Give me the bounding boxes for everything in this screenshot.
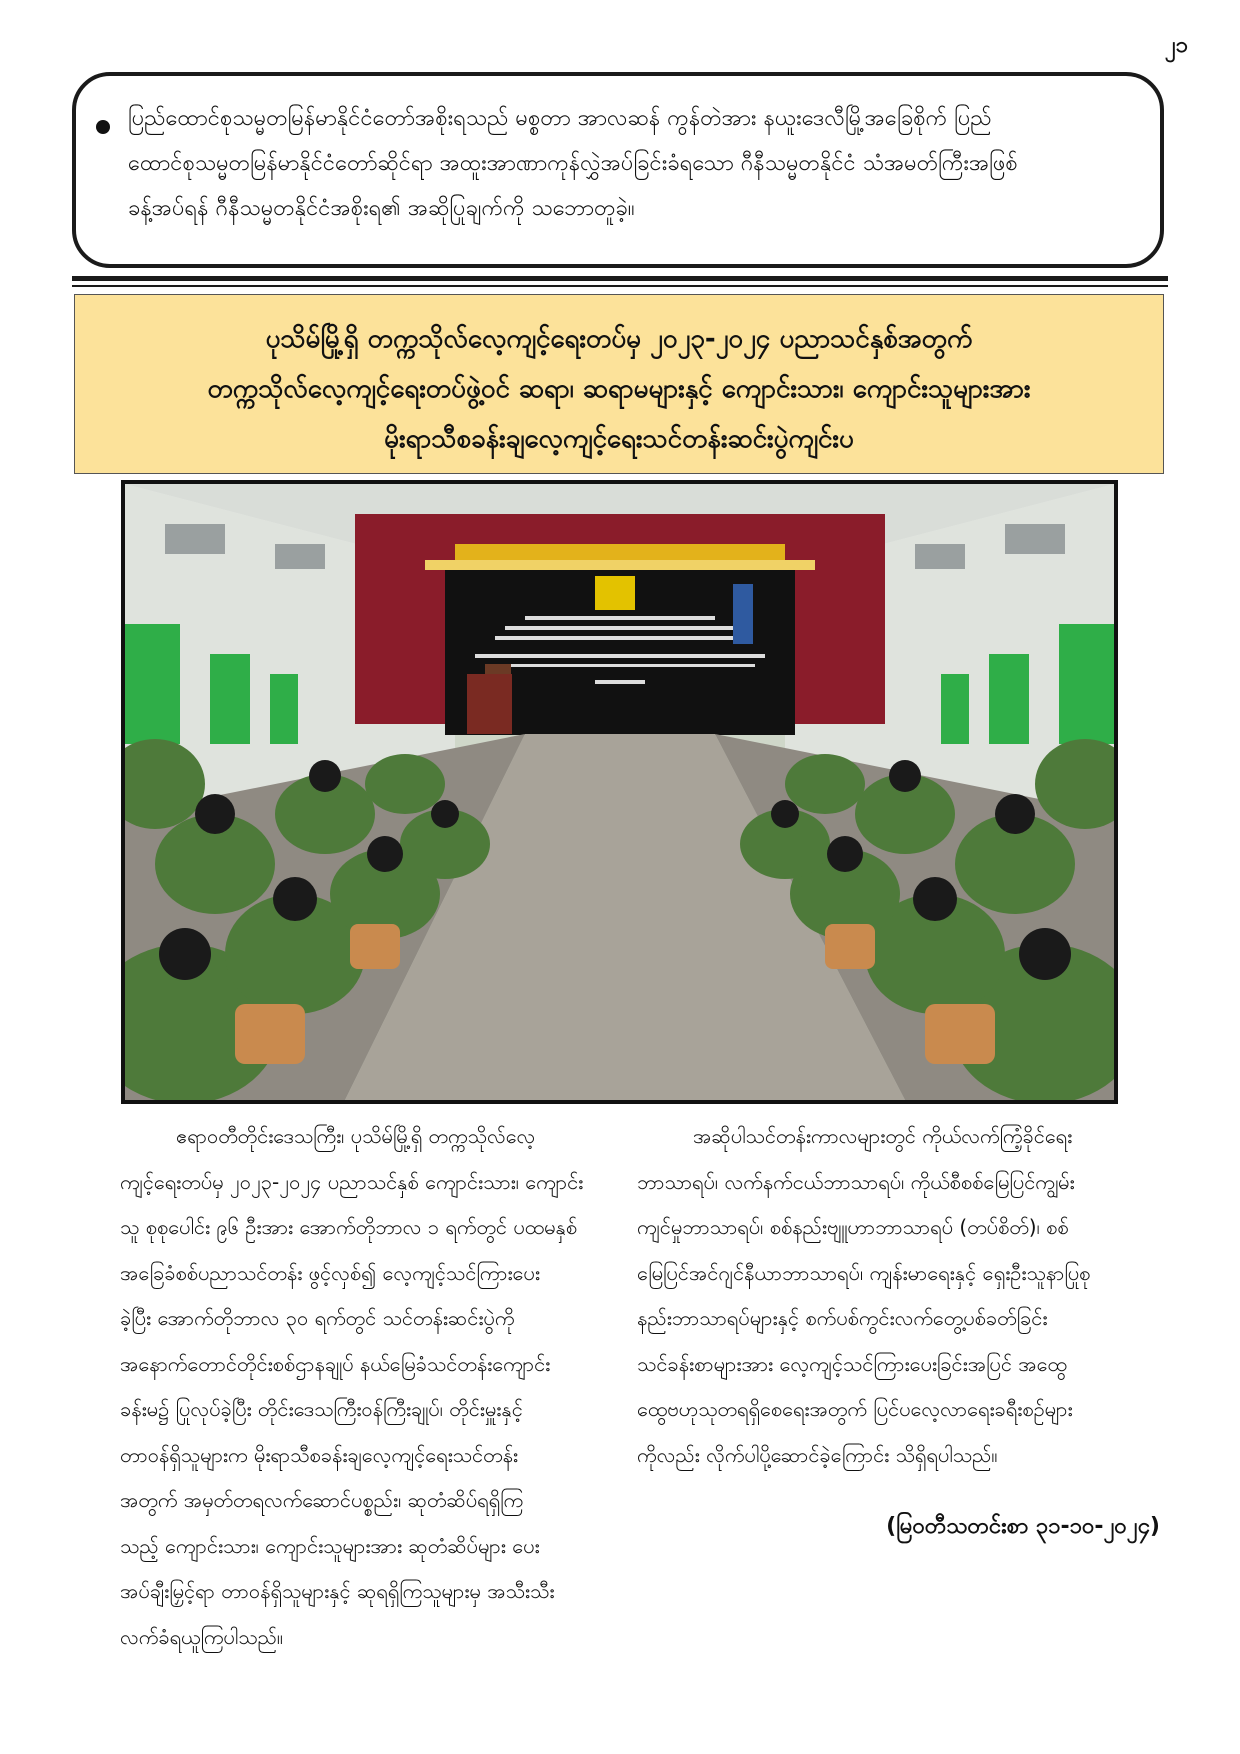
- announcement-text: [128, 96, 1134, 231]
- paragraph-line: တာဝန်ရှိသူများက မိုးရာသီစခန်းချလေ့ကျင့်ရေးသင်တန်း: [120, 1442, 518, 1467]
- headline-line: တက္ကသိုလ်လေ့ကျင့်ရေးတပ်ဖွဲ့ဝင် ဆရာ၊ ဆရာမများနှင့် ကျောင်းသား၊ ကျောင်းသူများအား: [207, 374, 1031, 404]
- section-divider-thin: [72, 285, 1168, 287]
- paragraph-line: ဧရာဝတီတိုင်းဒေသကြီး၊ ပုသိမ်မြို့ရှိ တက္ကသိုလ်လေ့: [176, 1124, 536, 1148]
- source-citation: (မြဝတီသတင်းစာ ၃၁-၁၀-၂၀၂၄): [886, 1514, 1160, 1539]
- paragraph-line: သူ စုစုပေါင်း ၉၆ ဦးအား အောက်တိုဘာလ ၁ ရက်တွင် ပထမနှစ်: [120, 1215, 578, 1239]
- paragraph-line: ဘာသာရပ်၊ လက်နက်ငယ်ဘာသာရပ်၊ ကိုယ်စီစစ်မြေပြင်ကျွမ်း: [637, 1169, 1075, 1194]
- announcement-line: ခန့်အပ်ရန် ဂီနီသမ္မတနိုင်ငံအစိုးရ၏ အဆိုပြုချက်ကို သဘောတူခဲ့။: [128, 196, 635, 221]
- paragraph-line: သင်ခန်းစာများအား လေ့ကျင့်သင်ကြားပေးခြင်းအပြင် အထွေ: [637, 1351, 1067, 1376]
- event-photo: [121, 480, 1118, 1104]
- paragraph-line: ထွေဗဟုသုတရရှိစေရေးအတွက် ပြင်ပလေ့လာရေးခရီးစဉ်များ: [637, 1397, 1073, 1421]
- headline-line: ပုသိမ်မြို့ရှိ တက္ကသိုလ်လေ့ကျင့်ရေးတပ်မှ ၂၀၂၃-၂၀၂၄ ပညာသင်နှစ်အတွက်: [265, 324, 973, 354]
- paragraph-line: အခြေခံစစ်ပညာသင်တန်း ဖွင့်လှစ်၍ လေ့ကျင့်သင်ကြားပေး: [120, 1260, 540, 1285]
- paragraph-line: ကျင်မှုဘာသာရပ်၊ စစ်နည်းဗျူဟာဘာသာရပ် (တပ်စိတ်)၊ စစ်: [637, 1215, 1069, 1239]
- paragraph-line: အပ်ချီးမြှင့်ရာ တာဝန်ရှိသူများနှင့် ဆုရရှိကြသူများမှ အသီးသီး: [120, 1579, 555, 1603]
- paragraph-line: ကိုလည်း လိုက်ပါပို့ဆောင်ခဲ့ကြောင်း သိရှိရပါသည်။: [637, 1442, 998, 1467]
- section-divider-thick: [72, 276, 1168, 281]
- article-column-right: [637, 1114, 1147, 1478]
- page-number: ၂၁: [1164, 33, 1188, 58]
- headline-line: မိုးရာသီစခန်းချလေ့ကျင့်ရေးသင်တန်းဆင်းပွဲကျင်းပ: [384, 424, 854, 454]
- announcement-line: ထောင်စုသမ္မတမြန်မာနိုင်ငံတော်ဆိုင်ရာ အထူးအာဏာကုန်လွှဲအပ်ခြင်းခံရသော ဂီနီသမ္မတနိုင်ငံ သံအမတ်ကြီးအဖြစ်: [128, 151, 1018, 176]
- paragraph-line: ခန်းမ၌ ပြုလုပ်ခဲ့ပြီး တိုင်းဒေသကြီးဝန်ကြီးချုပ်၊ တိုင်းမှူးနှင့်: [120, 1397, 523, 1421]
- paragraph-line: ကျင့်ရေးတပ်မှ ၂၀၂၃-၂၀၂၄ ပညာသင်နှစ် ကျောင်းသား၊ ကျောင်း: [120, 1169, 584, 1194]
- hall-scene-illustration: [125, 484, 1114, 1100]
- article-headline-box: [74, 294, 1164, 474]
- paragraph-line: အတွက် အမှတ်တရလက်ဆောင်ပစ္စည်း၊ ဆုတံဆိပ်ရရှိကြ: [120, 1488, 524, 1512]
- article-column-left: [120, 1114, 600, 1660]
- paragraph-line: ခဲ့ပြီး အောက်တိုဘာလ ၃၀ ရက်တွင် သင်တန်းဆင်းပွဲကို: [120, 1306, 515, 1330]
- paragraph-line: နည်းဘာသာရပ်များနှင့် စက်ပစ်ကွင်းလက်တွေ့ပစ်ခတ်ခြင်း: [637, 1306, 1048, 1330]
- paragraph-line: အနောက်တောင်တိုင်းစစ်ဌာနချုပ် နယ်မြေခံသင်တန်းကျောင်း: [120, 1351, 551, 1376]
- paragraph-line: သည့် ကျောင်းသား၊ ကျောင်းသူများအား ဆုတံဆိပ်များ ပေး: [120, 1533, 540, 1558]
- paragraph-line: မြေပြင်အင်ဂျင်နီယာဘာသာရပ်၊ ကျန်းမာရေးနှင့် ရှေးဦးသူနာပြုစု: [637, 1260, 1091, 1285]
- bullet-dot-icon: [96, 120, 110, 134]
- paragraph-line: အဆိုပါသင်တန်းကာလများတွင် ကိုယ်လက်ကြံ့ခိုင်ရေး: [693, 1124, 1073, 1148]
- announcement-line: ပြည်ထောင်စုသမ္မတမြန်မာနိုင်ငံတော်အစိုးရသည် မစ္စတာ အာလဆန် ကွန်တဲအား နယူးဒေလီမြို့အခြေစိုက် ပြည်: [128, 106, 992, 131]
- paragraph-line: လက်ခံရယူကြပါသည်။: [120, 1624, 283, 1649]
